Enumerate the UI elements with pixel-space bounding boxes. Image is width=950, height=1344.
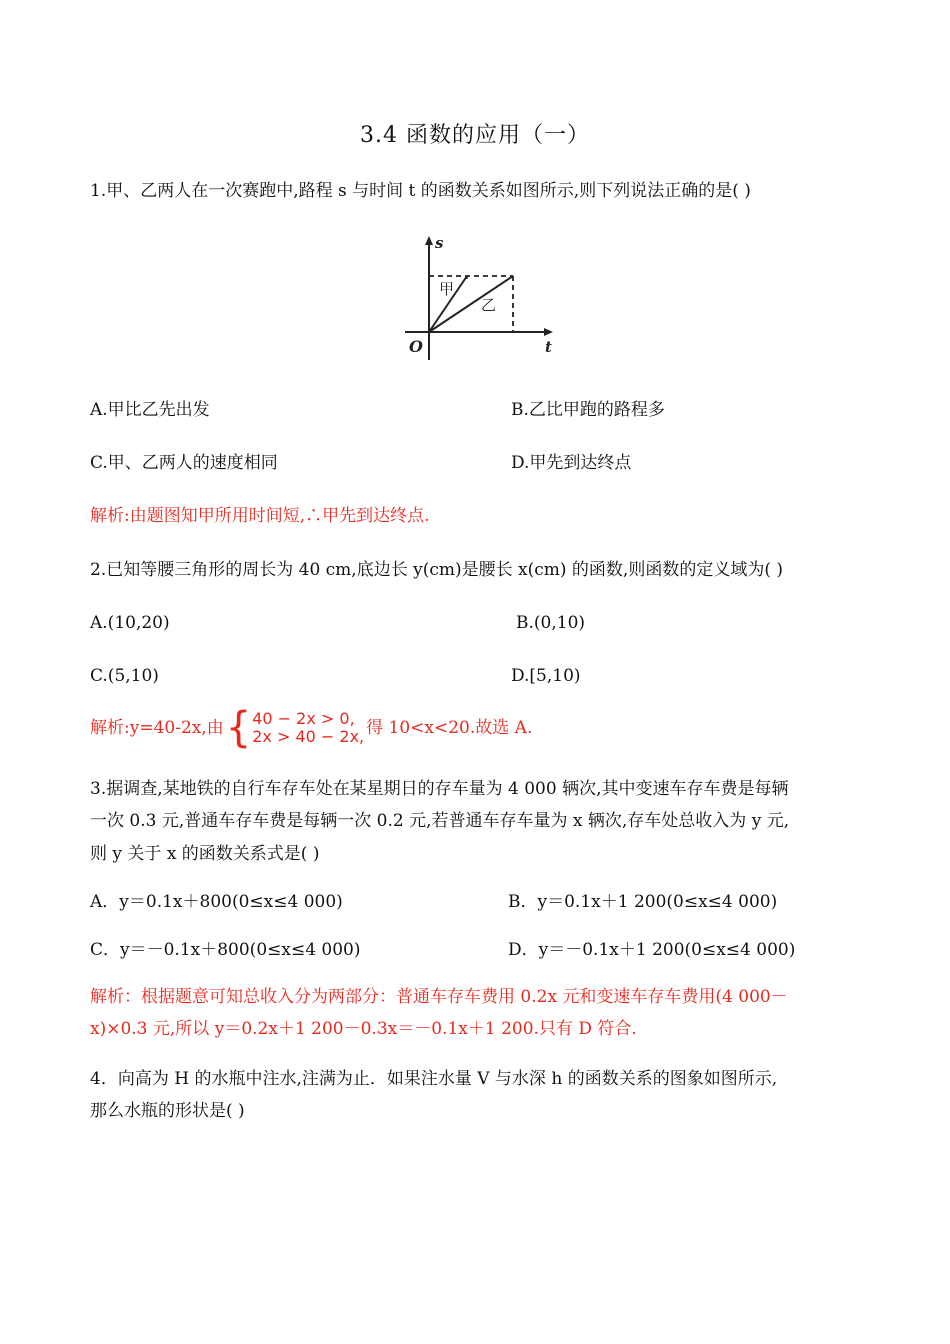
q2-option-b: B.(0,10) xyxy=(516,613,586,633)
q1-option-a: A.甲比乙先出发 xyxy=(90,400,210,420)
q3-option-b: B．y＝0.1x＋1 200(0≤x≤4 000) xyxy=(508,892,778,912)
q3-option-a: A．y＝0.1x＋800(0≤x≤4 000) xyxy=(90,892,343,912)
q2-analysis-suffix: 得 10<x<20.故选 A. xyxy=(366,718,533,738)
q1-analysis: 解析:由题图知甲所用时间短,∴甲先到达终点. xyxy=(90,506,430,526)
q2-analysis xyxy=(90,703,533,753)
jia-label: 甲 xyxy=(439,280,455,298)
origin-label: O xyxy=(409,337,423,356)
q1-figure xyxy=(395,232,570,367)
q3-analysis-line-2: x)×0.3 元,所以 y＝0.2x＋1 200－0.3x＝－0.1x＋1 200.只有 D 符合. xyxy=(90,1019,637,1039)
y-axis-label: s xyxy=(435,234,444,252)
q2-system-line-2: 2x > 40 − 2x, xyxy=(252,727,365,746)
q3-analysis-line-1: 解析：根据题意可知总收入分为两部分：普通车存车费用 0.2x 元和变速车存车费用(4 000－ xyxy=(90,987,788,1007)
q2-system-line-1: 40 − 2x > 0, xyxy=(252,709,355,728)
q3-stem-line-1: 3.据调查,某地铁的自行车存车处在某星期日的存车量为 4 000 辆次,其中变速车存车费是每辆 xyxy=(90,779,789,799)
q1-option-b: B.乙比甲跑的路程多 xyxy=(511,400,665,420)
q2-option-a: A.(10,20) xyxy=(90,613,170,633)
page-title: 3.4 函数的应用（一） xyxy=(360,123,590,148)
q2-option-c: C.(5,10) xyxy=(90,666,159,686)
q2-option-d: D.[5,10) xyxy=(511,666,581,686)
q2-stem: 2.已知等腰三角形的周长为 40 cm,底边长 y(cm)是腰长 x(cm) 的函数,则函数的定义域为( ) xyxy=(90,560,783,580)
x-axis-arrow xyxy=(544,328,553,336)
brace-icon: { xyxy=(225,703,252,753)
q2-system xyxy=(225,703,365,753)
q3-option-c: C．y＝－0.1x＋800(0≤x≤4 000) xyxy=(90,940,361,960)
q4-stem-line-1: 4．向高为 H 的水瓶中注水,注满为止．如果注水量 V 与水深 h 的函数关系的图象如图所示, xyxy=(90,1069,778,1089)
q3-option-d: D．y＝－0.1x＋1 200(0≤x≤4 000) xyxy=(508,940,796,960)
x-axis-label: t xyxy=(545,338,552,356)
y-axis-arrow xyxy=(425,236,433,245)
q4-stem-line-2: 那么水瓶的形状是( ) xyxy=(90,1101,245,1121)
q1-stem: 1.甲、乙两人在一次赛跑中,路程 s 与时间 t 的函数关系如图所示,则下列说法正确的是( ) xyxy=(90,181,751,201)
q1-option-d: D.甲先到达终点 xyxy=(511,453,632,473)
q3-stem-line-3: 则 y 关于 x 的函数关系式是( ) xyxy=(90,844,320,864)
q2-analysis-prefix: 解析:y=40-2x,由 xyxy=(90,718,224,738)
q3-stem-line-2: 一次 0.3 元,普通车存车费是每辆一次 0.2 元,若普通车存车量为 x 辆次,存车处总收入为 y 元, xyxy=(90,811,790,831)
q1-option-c: C.甲、乙两人的速度相同 xyxy=(90,453,278,473)
yi-label: 乙 xyxy=(481,296,497,314)
